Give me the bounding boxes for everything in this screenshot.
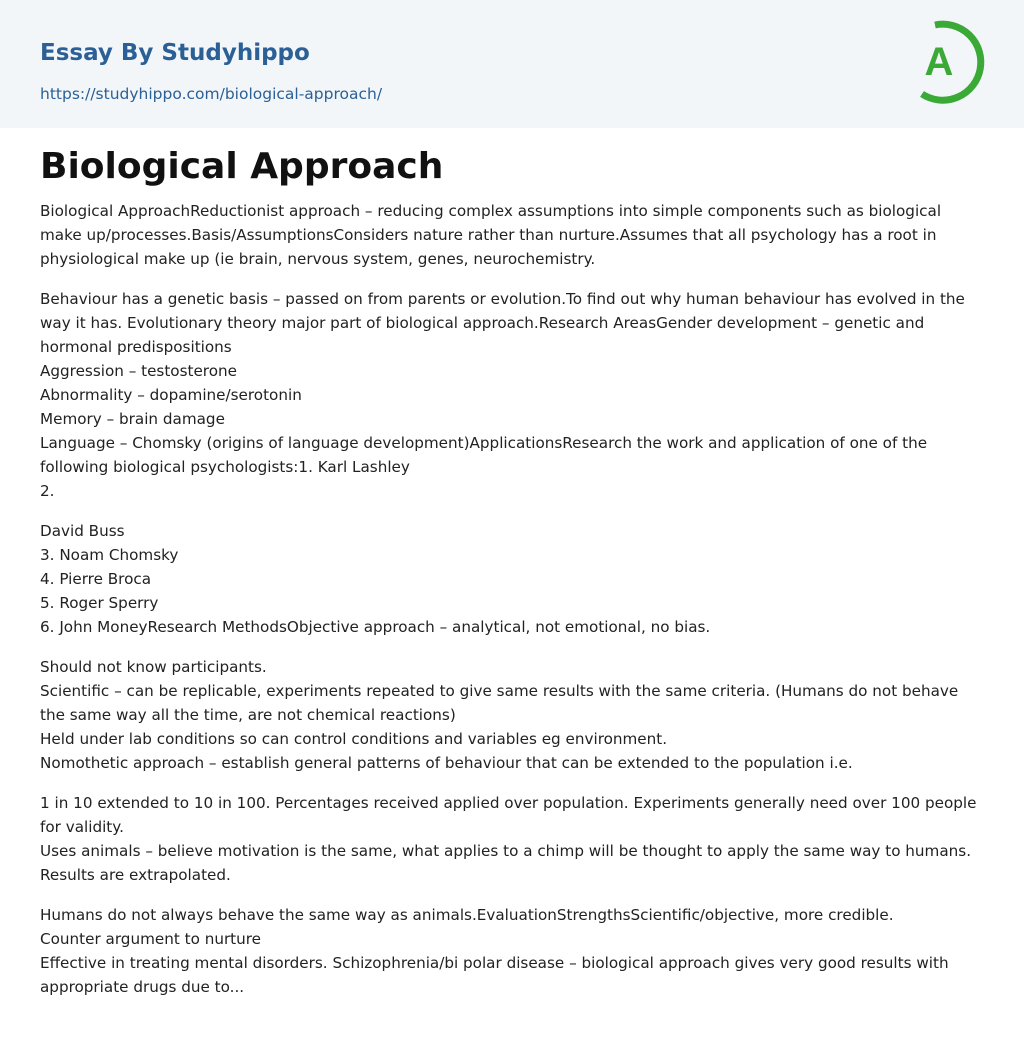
- article: [0, 128, 1024, 999]
- page-title: Biological Approach: [40, 146, 444, 187]
- paragraph-line: Effective in treating mental disorders. Schizophrenia/bi polar disease – biological approach gives very good results with appropriate drugs due to...: [40, 953, 949, 996]
- site-header: [0, 0, 1024, 128]
- paragraph-line: 6. John MoneyResearch MethodsObjective approach – analytical, not emotional, no bias.: [40, 617, 711, 636]
- paragraph-line: Held under lab conditions so can control conditions and variables eg environment.: [40, 729, 668, 748]
- paragraph-line: Language – Chomsky (origins of language development)ApplicationsResearch the work and application of one of the following biological psychologists:1. Karl Lashley: [40, 433, 928, 476]
- brand-title[interactable]: Essay By Studyhippo: [40, 40, 310, 66]
- studyhippo-logo-icon[interactable]: [906, 18, 990, 106]
- paragraph-line: 4. Pierre Broca: [40, 569, 152, 588]
- paragraph-line: 5. Roger Sperry: [40, 593, 159, 612]
- paragraph-line: 1 in 10 extended to 10 in 100. Percentages received applied over population. Experiments generally need over 100 people for validity.: [40, 793, 977, 836]
- paragraph-line: 3. Noam Chomsky: [40, 545, 179, 564]
- paragraph-line: David Buss: [40, 521, 125, 540]
- paragraph-line: Uses animals – believe motivation is the same, what applies to a chimp will be thought to apply the same way to humans. Results are extrapolated.: [40, 841, 972, 884]
- article-body: [40, 199, 984, 999]
- paragraph-line: Counter argument to nurture: [40, 929, 262, 948]
- paragraph-line: Scientific – can be replicable, experiments repeated to give same results with the same criteria. (Humans do not behave the same way all the time, are not chemical reactions): [40, 681, 959, 724]
- article-paragraph: [40, 519, 984, 639]
- paragraph-line: Abnormality – dopamine/serotonin: [40, 385, 302, 404]
- paragraph-line: Behaviour has a genetic basis – passed on from parents or evolution.To find out why human behaviour has evolved in the way it has. Evolutionary theory major part of biological approach.Research AreasGender development – genetic and hormonal predispositions: [40, 289, 965, 356]
- article-paragraph: [40, 199, 984, 271]
- article-paragraph: [40, 791, 984, 887]
- article-paragraph: [40, 287, 984, 503]
- paragraph-line: Biological ApproachReductionist approach – reducing complex assumptions into simple components such as biological make up/processes.Basis/AssumptionsConsiders nature rather than nurture.Assumes that all psychology has a root in physiological make up (ie brain, nervous system, genes, neurochemistry.: [40, 201, 942, 268]
- source-link[interactable]: https://studyhippo.com/biological-approach/: [40, 85, 383, 103]
- logo-letter: A: [924, 40, 954, 84]
- paragraph-line: Memory – brain damage: [40, 409, 225, 428]
- paragraph-line: Nomothetic approach – establish general patterns of behaviour that can be extended to the population i.e.: [40, 753, 853, 772]
- paragraph-line: Aggression – testosterone: [40, 361, 237, 380]
- paragraph-line: Humans do not always behave the same way as animals.EvaluationStrengthsScientific/objective, more credible.: [40, 905, 894, 924]
- article-paragraph: [40, 655, 984, 775]
- article-paragraph: [40, 903, 984, 999]
- paragraph-line: Should not know participants.: [40, 657, 267, 676]
- paragraph-line: 2.: [40, 481, 55, 500]
